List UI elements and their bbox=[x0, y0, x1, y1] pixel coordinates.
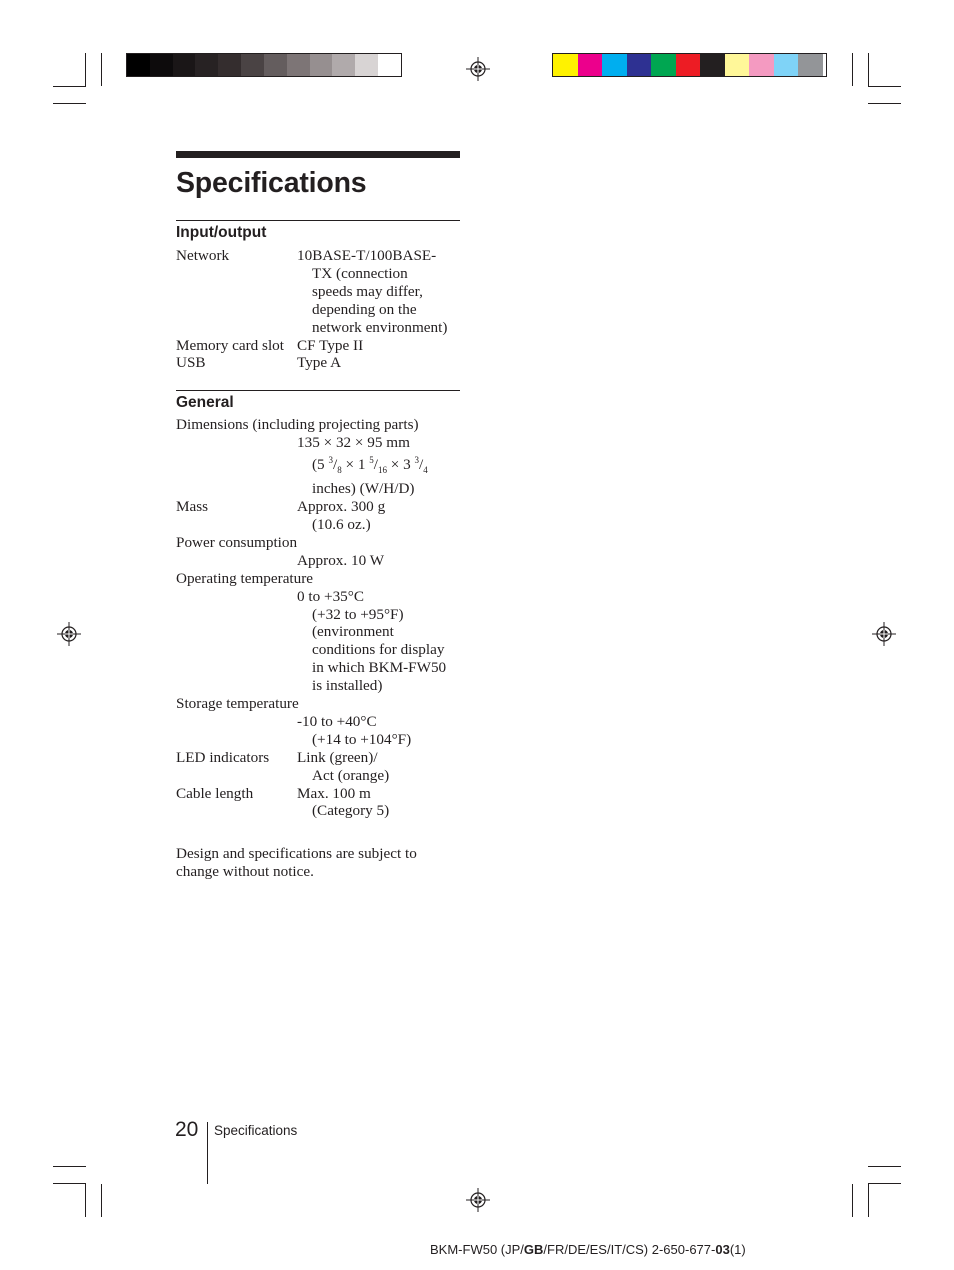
color-swatch bbox=[310, 54, 333, 76]
crop-mark bbox=[868, 1166, 901, 1167]
page-number-rule bbox=[207, 1122, 208, 1184]
spec-value-line: Link (green)/ bbox=[297, 748, 378, 766]
color-swatch bbox=[725, 54, 750, 76]
color-swatch bbox=[676, 54, 701, 76]
spec-value-memory-card-slot: CF Type II bbox=[297, 336, 364, 354]
spec-value-line: speeds may differ, bbox=[312, 282, 423, 300]
color-swatch bbox=[332, 54, 355, 76]
spec-value-line: -10 to +40°C bbox=[297, 712, 377, 730]
spec-value-line: network environment) bbox=[312, 318, 448, 336]
spec-value-line: conditions for display bbox=[312, 641, 445, 659]
input-output-table bbox=[176, 247, 460, 372]
spec-label-led-indicators: LED indicators bbox=[176, 748, 270, 766]
color-swatch bbox=[218, 54, 241, 76]
mass-row bbox=[176, 498, 460, 534]
crop-mark bbox=[53, 1183, 86, 1184]
led-row bbox=[176, 749, 460, 785]
spec-value-line: Max. 100 m bbox=[297, 784, 371, 802]
crop-mark bbox=[868, 53, 869, 86]
footer-text: (1) bbox=[729, 1242, 746, 1257]
color-swatch bbox=[749, 54, 774, 76]
crop-mark bbox=[852, 53, 853, 86]
crop-mark bbox=[85, 1184, 86, 1217]
dimension-text: (5 bbox=[312, 456, 329, 474]
crop-mark bbox=[53, 86, 86, 87]
color-swatch bbox=[241, 54, 264, 76]
registration-mark-icon bbox=[466, 1188, 490, 1212]
section-rule bbox=[176, 390, 460, 391]
spec-label-dimensions: Dimensions (including projecting parts) bbox=[176, 416, 419, 434]
crop-mark bbox=[868, 86, 901, 87]
color-swatch bbox=[553, 54, 578, 76]
spec-label-cable-length: Cable length bbox=[176, 784, 254, 802]
spec-label-memory-card-slot: Memory card slot bbox=[176, 336, 284, 354]
footer-text: BKM-FW50 (JP/ bbox=[430, 1242, 524, 1257]
spec-label-network: Network bbox=[176, 247, 230, 264]
spec-value-line: Act (orange) bbox=[312, 766, 390, 784]
footer-text-bold: GB bbox=[523, 1242, 544, 1257]
specifications-section bbox=[176, 151, 460, 881]
color-swatch bbox=[150, 54, 173, 76]
spec-value-network bbox=[297, 247, 460, 337]
spec-label-power-consumption: Power consumption bbox=[176, 533, 298, 551]
registration-mark-icon bbox=[57, 622, 81, 646]
footer-text-bold: 03 bbox=[715, 1242, 730, 1257]
fraction-denominator: 8 bbox=[337, 465, 342, 476]
color-swatch bbox=[651, 54, 676, 76]
spec-value-line: (5 $^3/_8 \times 1$ $^5/_{16} \times 3$ $^3/_4$ bbox=[312, 455, 428, 476]
spec-label-usb: USB bbox=[176, 354, 206, 372]
dimension-text: × 3 bbox=[386, 456, 415, 474]
footer-text: /FR/DE/ES/IT/CS) 2-650-677- bbox=[543, 1242, 716, 1257]
registration-mark-icon bbox=[466, 57, 490, 81]
color-swatch bbox=[355, 54, 378, 76]
dimension-text: × 1 bbox=[341, 456, 370, 474]
fraction-denominator: 4 bbox=[423, 465, 428, 476]
color-swatch bbox=[378, 54, 401, 76]
color-swatch bbox=[774, 54, 799, 76]
note-line: Design and specifications are subject to bbox=[176, 845, 417, 863]
spec-value-line: (+32 to +95°F) bbox=[312, 605, 404, 623]
spec-value-line: is installed) bbox=[312, 677, 383, 695]
fraction-numerator: 5 bbox=[369, 455, 374, 466]
fraction-numerator: 3 bbox=[328, 455, 333, 466]
crop-mark bbox=[53, 1166, 86, 1167]
crop-mark bbox=[101, 1184, 102, 1217]
fraction-denominator: 16 bbox=[377, 465, 387, 476]
crop-mark bbox=[868, 1184, 869, 1217]
spec-value-line: TX (connection bbox=[312, 264, 408, 282]
grayscale-color-bar bbox=[126, 53, 402, 77]
spec-value-storage-temperature bbox=[176, 713, 460, 749]
color-swatch bbox=[798, 54, 823, 76]
running-footer-label: Specifications bbox=[214, 1123, 298, 1138]
crop-mark bbox=[101, 53, 102, 86]
crop-mark bbox=[85, 53, 86, 86]
spec-value-line: inches) (W/H/D) bbox=[312, 480, 415, 498]
spec-value-power-consumption: Approx. 10 W bbox=[297, 551, 385, 569]
color-swatch bbox=[287, 54, 310, 76]
registration-mark-icon bbox=[872, 622, 896, 646]
spec-value-line: in which BKM-FW50 bbox=[312, 659, 447, 677]
spec-label-operating-temperature: Operating temperature bbox=[176, 569, 314, 587]
section-heading-input-output: Input/output bbox=[176, 224, 267, 241]
crop-mark bbox=[868, 1183, 901, 1184]
spec-value-line: (+14 to +104°F) bbox=[312, 730, 412, 748]
spec-value-line: Approx. 300 g bbox=[297, 498, 386, 516]
page-number: 20 bbox=[175, 1118, 199, 1141]
spec-value-usb: Type A bbox=[297, 354, 342, 372]
spec-label-mass: Mass bbox=[176, 498, 209, 516]
spec-value-line: (10.6 oz.) bbox=[312, 515, 371, 533]
color-swatch bbox=[627, 54, 652, 76]
page-title: Specifications bbox=[176, 167, 367, 199]
spec-value-mass bbox=[297, 498, 460, 534]
crop-mark bbox=[868, 103, 901, 104]
color-swatch bbox=[195, 54, 218, 76]
disclaimer-note bbox=[176, 845, 460, 881]
general-table bbox=[176, 416, 460, 820]
color-swatch bbox=[127, 54, 150, 76]
spec-value-line: 10BASE-T/100BASE- bbox=[297, 247, 437, 264]
section-rule bbox=[176, 220, 460, 221]
process-color-bar bbox=[552, 53, 827, 77]
spec-value-led-indicators bbox=[297, 749, 460, 785]
crop-mark bbox=[852, 1184, 853, 1217]
title-rule bbox=[176, 151, 460, 158]
color-swatch bbox=[173, 54, 196, 76]
color-swatch bbox=[700, 54, 725, 76]
spec-value-cable-length bbox=[297, 785, 460, 821]
note-line: change without notice. bbox=[176, 863, 314, 881]
spec-value-line: (environment bbox=[312, 623, 394, 641]
color-swatch bbox=[602, 54, 627, 76]
spec-value-line: depending on the bbox=[312, 300, 417, 318]
spec-value-line: 135 × 32 × 95 mm bbox=[297, 434, 410, 452]
color-swatch bbox=[264, 54, 287, 76]
spec-label-storage-temperature: Storage temperature bbox=[176, 695, 299, 713]
crop-mark bbox=[53, 103, 86, 104]
spec-value-operating-temperature bbox=[176, 588, 460, 695]
spec-value-line: 0 to +35°C bbox=[297, 587, 364, 605]
color-swatch bbox=[578, 54, 603, 76]
cable-row bbox=[176, 785, 460, 821]
spec-value-dimensions bbox=[176, 434, 460, 498]
spec-value-line: (Category 5) bbox=[312, 802, 390, 820]
section-heading-general: General bbox=[176, 394, 234, 412]
document-code-footer bbox=[430, 1242, 746, 1257]
fraction-numerator: 3 bbox=[414, 455, 420, 466]
